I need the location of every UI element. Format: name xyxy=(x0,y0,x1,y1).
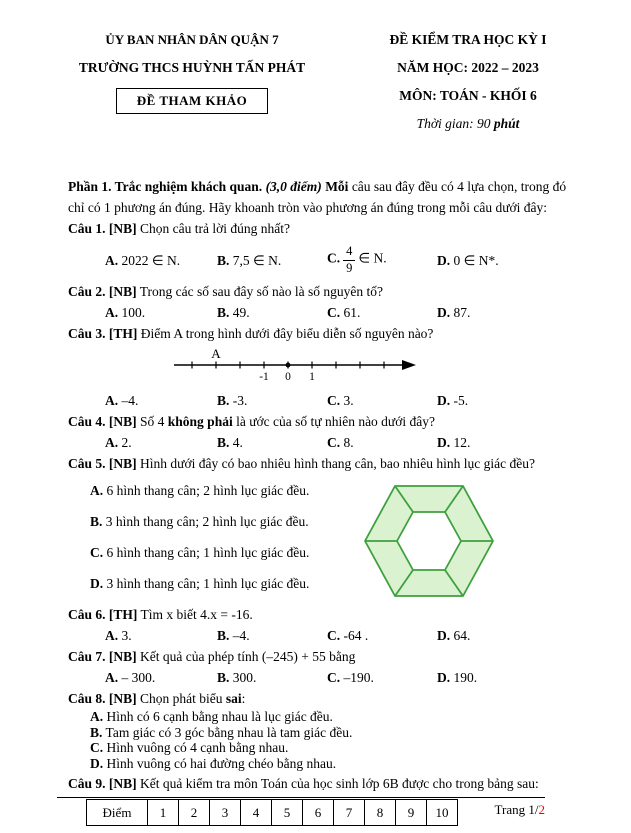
issuing-authority: ỦY BAN NHÂN DÂN QUẬN 7 xyxy=(105,32,279,47)
option-2C-letter: C. xyxy=(327,305,341,320)
fraction-denominator: 9 xyxy=(346,260,353,275)
question-8-label: Câu 8. xyxy=(68,691,106,706)
option-6B xyxy=(217,625,327,646)
option-6B-text: –4. xyxy=(232,628,250,643)
exam-type-box: ĐỀ THAM KHẢO xyxy=(116,88,269,114)
option-8C-text: Hình vuông có 4 cạnh bằng nhau. xyxy=(106,740,289,755)
option-5B-text: 3 hình thang cân; 2 hình lục giác đều. xyxy=(105,514,309,529)
option-4C-text: 8. xyxy=(343,435,354,450)
option-2C-text: 61. xyxy=(343,305,361,320)
question-3-tag: [TH] xyxy=(108,326,138,341)
score-cell-7: 7 xyxy=(334,800,365,826)
option-7A xyxy=(105,667,217,688)
page-number-prefix: Trang 1/ xyxy=(494,802,539,817)
option-4D xyxy=(437,432,583,453)
option-6D-text: 64. xyxy=(453,628,471,643)
option-5C-text: 6 hình thang cân; 1 hình lục giác đều. xyxy=(106,545,310,560)
score-cell-1: 1 xyxy=(148,800,179,826)
question-5-label: Câu 5. xyxy=(68,456,106,471)
option-7C xyxy=(327,667,437,688)
question-1 xyxy=(68,218,583,239)
time-limit xyxy=(334,110,602,138)
option-3B-letter: B. xyxy=(217,393,230,408)
option-6C xyxy=(327,625,437,646)
option-2B-text: 49. xyxy=(232,305,250,320)
time-limit-unit: phút xyxy=(493,116,520,131)
option-8A-letter: A. xyxy=(90,709,104,724)
hexagon-figure xyxy=(363,482,495,604)
question-3-options xyxy=(105,390,583,411)
question-6 xyxy=(68,604,583,625)
option-3C-text: 3. xyxy=(343,393,354,408)
question-9-text: Kết quả kiểm tra môn Toán của học sinh lớp 6B được cho trong bảng sau: xyxy=(140,776,539,791)
option-1D-text: 0 ∈ N*. xyxy=(453,252,499,268)
subject-grade: MÔN: TOÁN - KHỐI 6 xyxy=(399,88,537,103)
option-8C xyxy=(90,740,583,756)
option-1C-letter: C. xyxy=(327,251,341,267)
question-7-text: Kết quả của phép tính (–245) + 55 bằng xyxy=(140,649,356,664)
page-number xyxy=(57,802,545,818)
question-8-text-bold: sai xyxy=(225,691,242,706)
exam-title: ĐỀ KIỂM TRA HỌC KỲ I xyxy=(389,32,547,47)
question-6-label: Câu 6. xyxy=(68,607,106,622)
option-2B xyxy=(217,302,327,323)
part1-title: Phần 1. Trắc nghiệm khách quan. xyxy=(68,179,266,194)
part1-points: (3,0 điểm) xyxy=(265,179,322,194)
option-1A-letter: A. xyxy=(105,252,119,268)
question-2 xyxy=(68,281,583,302)
option-3A xyxy=(105,390,217,411)
question-8-options xyxy=(90,709,583,771)
question-4-tag: [NB] xyxy=(108,414,137,429)
option-2A xyxy=(105,302,217,323)
option-1C-text: ∈ N. xyxy=(358,251,387,267)
option-1A-text: 2022 ∈ N. xyxy=(121,252,181,268)
option-7D xyxy=(437,667,583,688)
question-5-text: Hình dưới đây có bao nhiêu hình thang cân, bao nhiêu hình lục giác đều? xyxy=(140,456,535,471)
option-3A-text: –4. xyxy=(121,393,139,408)
question-8-tag: [NB] xyxy=(108,691,137,706)
option-7A-text: – 300. xyxy=(121,670,156,685)
point-A-label: A xyxy=(211,348,221,361)
option-7B xyxy=(217,667,327,688)
option-4B-text: 4. xyxy=(232,435,243,450)
option-8B-text: Tam giác có 3 góc bằng nhau là tam giác đều. xyxy=(105,724,353,740)
zero-point-dot xyxy=(286,363,291,368)
option-1A xyxy=(105,250,217,271)
option-4D-letter: D. xyxy=(437,435,451,450)
option-4A-letter: A. xyxy=(105,435,119,450)
fraction xyxy=(343,245,355,274)
score-cell-6: 6 xyxy=(303,800,334,826)
option-5A-text: 6 hình thang cân; 2 hình lục giác đều. xyxy=(106,483,310,498)
footer-divider xyxy=(57,797,545,798)
option-7C-text: –190. xyxy=(343,670,374,685)
question-8 xyxy=(68,688,583,709)
question-1-options xyxy=(105,239,583,281)
question-4-options xyxy=(105,432,583,453)
part1-lead-text: câu sau đây đều có 4 lựa chọn, trong đó chỉ có 1 phương án đúng. Hãy khoanh tròn vào phương án đúng trong mỗi câu dưới đây: xyxy=(68,179,567,215)
question-5-options xyxy=(90,480,363,604)
tick-label-1: 1 xyxy=(309,371,315,383)
option-8C-letter: C. xyxy=(90,740,104,755)
part1-intro xyxy=(68,176,583,218)
option-6A xyxy=(105,625,217,646)
score-cell-3: 3 xyxy=(210,800,241,826)
part1-lead-bold: Mỗi xyxy=(321,179,349,194)
option-1D xyxy=(437,250,583,271)
option-5D-letter: D. xyxy=(90,576,104,591)
score-cell-5: 5 xyxy=(272,800,303,826)
option-3A-letter: A. xyxy=(105,393,119,408)
option-7A-letter: A. xyxy=(105,670,119,685)
option-1B-text: 7,5 ∈ N. xyxy=(232,252,282,268)
option-4D-text: 12. xyxy=(453,435,471,450)
option-3C xyxy=(327,390,437,411)
option-3D-text: -5. xyxy=(453,393,469,408)
number-line-figure xyxy=(174,348,583,388)
option-5D-text: 3 hình thang cân; 1 hình lục giác đều. xyxy=(106,576,310,591)
header-right-block xyxy=(334,26,602,138)
option-6B-letter: B. xyxy=(217,628,230,643)
option-5B xyxy=(90,511,363,532)
score-cell-9: 9 xyxy=(396,800,427,826)
question-3 xyxy=(68,323,583,344)
option-4A xyxy=(105,432,217,453)
option-5A xyxy=(90,480,363,501)
header-left-block xyxy=(58,26,326,138)
option-8D-text: Hình vuông có hai đường chéo bằng nhau. xyxy=(106,755,337,771)
question-5 xyxy=(68,453,583,474)
question-6-options xyxy=(105,625,583,646)
option-3D-letter: D. xyxy=(437,393,451,408)
option-4C-letter: C. xyxy=(327,435,341,450)
option-3D xyxy=(437,390,583,411)
option-6C-letter: C. xyxy=(327,628,341,643)
hexagon-svg xyxy=(363,482,495,600)
question-1-text: Chọn câu trả lời đúng nhất? xyxy=(140,221,290,236)
question-3-label: Câu 3. xyxy=(68,326,106,341)
option-4C xyxy=(327,432,437,453)
option-4B-letter: B. xyxy=(217,435,230,450)
option-2C xyxy=(327,302,437,323)
question-9-tag: [NB] xyxy=(108,776,137,791)
question-8-text: Chọn phát biểu xyxy=(140,691,226,706)
score-table-header-cell: Điểm xyxy=(87,800,148,826)
fraction-numerator: 4 xyxy=(343,245,355,260)
option-6D xyxy=(437,625,583,646)
option-4B xyxy=(217,432,327,453)
question-9 xyxy=(68,773,583,794)
option-5B-letter: B. xyxy=(90,514,103,529)
option-1C xyxy=(327,245,437,274)
question-4-label: Câu 4. xyxy=(68,414,106,429)
question-7-options xyxy=(105,667,583,688)
question-1-label: Câu 1. xyxy=(68,221,106,236)
option-2D xyxy=(437,302,583,323)
option-6A-text: 3. xyxy=(121,628,132,643)
school-year: NĂM HỌC: 2022 – 2023 xyxy=(397,60,539,75)
question-2-label: Câu 2. xyxy=(68,284,106,299)
option-7D-text: 190. xyxy=(453,670,478,685)
question-2-text: Trong các số sau đây số nào là số nguyên tố? xyxy=(139,284,383,299)
question-9-label: Câu 9. xyxy=(68,776,106,791)
question-6-text: Tìm x biết 4.x = -16. xyxy=(140,607,253,622)
score-cell-8: 8 xyxy=(365,800,396,826)
question-8-text-post: : xyxy=(241,691,246,706)
time-limit-text: Thời gian: 90 xyxy=(416,116,494,131)
question-3-text: Điểm A trong hình dưới đây biểu diễn số nguyên nào? xyxy=(140,326,434,341)
option-1B xyxy=(217,250,327,271)
question-6-tag: [TH] xyxy=(108,607,138,622)
question-4-text-post: là ước của số tự nhiên nào dưới đây? xyxy=(232,414,435,429)
question-5-body xyxy=(68,480,583,604)
option-8D-letter: D. xyxy=(90,755,104,771)
option-4A-text: 2. xyxy=(121,435,132,450)
option-8A-text: Hình có 6 cạnh bằng nhau là lục giác đều. xyxy=(106,709,333,724)
option-2D-text: 87. xyxy=(453,305,471,320)
question-2-tag: [NB] xyxy=(108,284,137,299)
option-1B-letter: B. xyxy=(217,252,230,268)
number-line-svg xyxy=(174,348,418,384)
tick-label-0: 0 xyxy=(285,371,291,383)
question-5-tag: [NB] xyxy=(108,456,137,471)
option-5C-letter: C. xyxy=(90,545,104,560)
option-3B-text: -3. xyxy=(232,393,248,408)
question-2-options xyxy=(105,302,583,323)
question-4-text-bold: không phải xyxy=(167,414,233,429)
option-6A-letter: A. xyxy=(105,628,119,643)
option-5C xyxy=(90,542,363,563)
question-7-label: Câu 7. xyxy=(68,649,106,664)
option-8A xyxy=(90,709,583,725)
score-cell-4: 4 xyxy=(241,800,272,826)
option-6C-text: -64 . xyxy=(343,628,369,643)
option-3B xyxy=(217,390,327,411)
question-4-text: Số 4 xyxy=(140,414,168,429)
document-header xyxy=(0,0,631,138)
question-7 xyxy=(68,646,583,667)
option-2B-letter: B. xyxy=(217,305,230,320)
option-1D-letter: D. xyxy=(437,252,451,268)
option-8B xyxy=(90,725,583,741)
option-2A-text: 100. xyxy=(121,305,146,320)
question-1-tag: [NB] xyxy=(108,221,137,236)
option-5D xyxy=(90,573,363,594)
question-7-tag: [NB] xyxy=(108,649,137,664)
option-3C-letter: C. xyxy=(327,393,341,408)
option-2A-letter: A. xyxy=(105,305,119,320)
option-8B-letter: B. xyxy=(90,724,103,740)
page-number-current: 2 xyxy=(538,802,545,817)
option-7C-letter: C. xyxy=(327,670,341,685)
option-7D-letter: D. xyxy=(437,670,451,685)
score-cell-10: 10 xyxy=(427,800,458,826)
option-2D-letter: D. xyxy=(437,305,451,320)
exam-body xyxy=(0,138,631,826)
option-8D xyxy=(90,756,583,772)
school-name: TRƯỜNG THCS HUỲNH TẤN PHÁT xyxy=(78,60,306,75)
question-4 xyxy=(68,411,583,432)
option-7B-text: 300. xyxy=(232,670,257,685)
option-7B-letter: B. xyxy=(217,670,230,685)
option-6D-letter: D. xyxy=(437,628,451,643)
score-cell-2: 2 xyxy=(179,800,210,826)
option-5A-letter: A. xyxy=(90,483,104,498)
tick-label-minus1: -1 xyxy=(259,371,269,383)
